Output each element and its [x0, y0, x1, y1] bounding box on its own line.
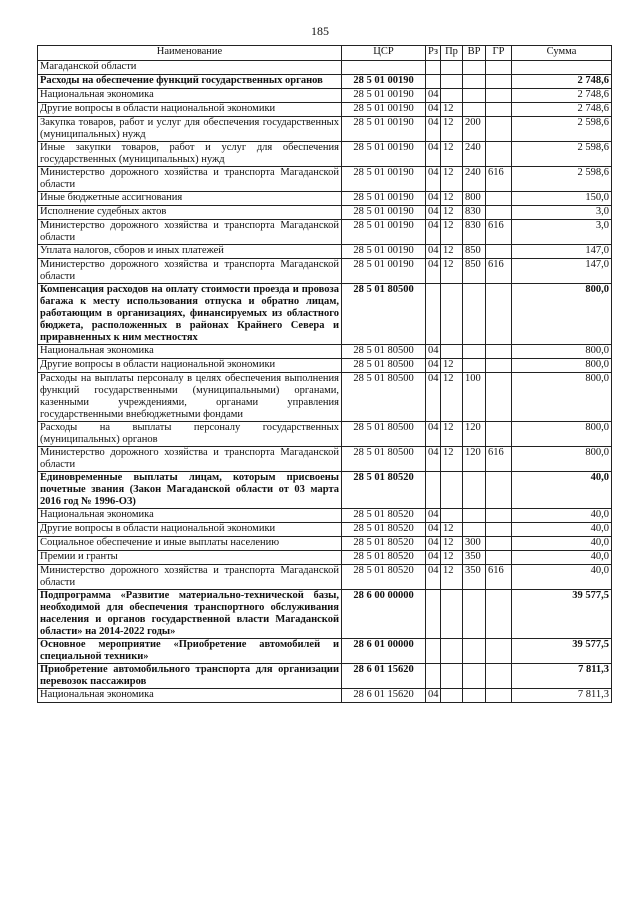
row-sum: 3,0 — [512, 220, 612, 245]
row-gr — [486, 142, 512, 167]
row-csr: 28 5 01 80520 — [342, 565, 426, 590]
row-name: Другие вопросы в области национальной экономики — [38, 359, 342, 373]
row-gr — [486, 551, 512, 565]
row-gr — [486, 284, 512, 345]
row-csr: 28 5 01 00190 — [342, 75, 426, 89]
row-csr: 28 6 00 00000 — [342, 590, 426, 639]
table-row — [38, 472, 612, 509]
row-sum: 800,0 — [512, 284, 612, 345]
row-rz: 04 — [426, 447, 441, 472]
row-pr: 12 — [441, 447, 463, 472]
row-gr — [486, 245, 512, 259]
row-csr: 28 6 01 00000 — [342, 639, 426, 664]
row-sum: 2 748,6 — [512, 103, 612, 117]
row-gr — [486, 639, 512, 664]
row-pr — [441, 345, 463, 359]
row-gr — [486, 359, 512, 373]
row-sum: 7 811,3 — [512, 664, 612, 689]
row-csr: 28 5 01 80500 — [342, 345, 426, 359]
row-name: Расходы на выплаты персоналу государственных (муниципальных) органов — [38, 422, 342, 447]
table-row — [38, 259, 612, 284]
row-gr — [486, 509, 512, 523]
row-rz: 04 — [426, 565, 441, 590]
row-vr: 850 — [463, 259, 486, 284]
row-pr: 12 — [441, 373, 463, 422]
cell-empty — [441, 61, 463, 75]
col-pr-header: Пр — [441, 46, 463, 61]
row-rz: 04 — [426, 689, 441, 703]
row-vr — [463, 359, 486, 373]
row-rz: 04 — [426, 509, 441, 523]
col-gr-header: ГР — [486, 46, 512, 61]
row-sum: 2 598,6 — [512, 117, 612, 142]
row-pr: 12 — [441, 245, 463, 259]
row-csr: 28 5 01 80500 — [342, 373, 426, 422]
row-csr: 28 5 01 80520 — [342, 551, 426, 565]
row-sum: 800,0 — [512, 359, 612, 373]
row-csr: 28 5 01 00190 — [342, 192, 426, 206]
row-rz: 04 — [426, 220, 441, 245]
row-name: Основное мероприятие «Приобретение автомобилей и специальной техники» — [38, 639, 342, 664]
row-rz: 04 — [426, 245, 441, 259]
row-gr — [486, 75, 512, 89]
row-vr: 240 — [463, 167, 486, 192]
col-vr-header: ВР — [463, 46, 486, 61]
row-pr: 12 — [441, 192, 463, 206]
row-vr — [463, 89, 486, 103]
row-sum: 40,0 — [512, 551, 612, 565]
row-name: Компенсация расходов на оплату стоимости проезда и провоза багажа к месту использования отпуска и обратно лицам, работающим в организациях, финансируемых из областного бюджета, расположенных в районах Крайнего Севера и приравненных к ним местностях — [38, 284, 342, 345]
row-sum: 800,0 — [512, 447, 612, 472]
row-vr — [463, 345, 486, 359]
row-name: Иные закупки товаров, работ и услуг для обеспечения государственных (муниципальных) нужд — [38, 142, 342, 167]
row-csr: 28 5 01 00190 — [342, 259, 426, 284]
row-gr — [486, 689, 512, 703]
row-gr — [486, 103, 512, 117]
row-pr — [441, 689, 463, 703]
row-rz: 04 — [426, 192, 441, 206]
row-name: Единовременные выплаты лицам, которым присвоены почетные звания (Закон Магаданской области от 03 марта 2016 год № 1996-ОЗ) — [38, 472, 342, 509]
continuation-text: Магаданской области — [38, 61, 342, 75]
table-row — [38, 565, 612, 590]
row-sum: 40,0 — [512, 565, 612, 590]
row-name: Социальное обеспечение и иные выплаты населению — [38, 537, 342, 551]
row-vr — [463, 509, 486, 523]
row-name: Другие вопросы в области национальной экономики — [38, 103, 342, 117]
table-body — [38, 61, 612, 703]
row-pr: 12 — [441, 537, 463, 551]
row-rz: 04 — [426, 142, 441, 167]
row-sum: 3,0 — [512, 206, 612, 220]
row-pr: 12 — [441, 142, 463, 167]
table-row — [38, 447, 612, 472]
row-name: Министерство дорожного хозяйства и транспорта Магаданской области — [38, 447, 342, 472]
row-csr: 28 5 01 00190 — [342, 89, 426, 103]
row-csr: 28 5 01 80500 — [342, 422, 426, 447]
table-row — [38, 103, 612, 117]
row-csr: 28 5 01 00190 — [342, 142, 426, 167]
table-row — [38, 284, 612, 345]
row-name: Министерство дорожного хозяйства и транспорта Магаданской области — [38, 259, 342, 284]
table-row — [38, 689, 612, 703]
row-sum: 40,0 — [512, 523, 612, 537]
row-rz: 04 — [426, 523, 441, 537]
row-rz — [426, 284, 441, 345]
table-row — [38, 89, 612, 103]
row-sum: 800,0 — [512, 345, 612, 359]
row-rz: 04 — [426, 373, 441, 422]
col-rz-header: Рз — [426, 46, 441, 61]
table-row — [38, 359, 612, 373]
row-pr — [441, 472, 463, 509]
row-pr — [441, 639, 463, 664]
row-gr — [486, 472, 512, 509]
row-sum: 800,0 — [512, 373, 612, 422]
row-pr — [441, 590, 463, 639]
page-number: 185 — [311, 24, 329, 38]
row-rz: 04 — [426, 359, 441, 373]
row-vr — [463, 284, 486, 345]
budget-table — [37, 45, 612, 703]
table-row — [38, 509, 612, 523]
col-csr-header: ЦСР — [342, 46, 426, 61]
row-rz — [426, 664, 441, 689]
row-gr: 616 — [486, 447, 512, 472]
row-pr: 12 — [441, 103, 463, 117]
row-pr: 12 — [441, 167, 463, 192]
col-sum-header: Сумма — [512, 46, 612, 61]
row-rz — [426, 639, 441, 664]
row-vr — [463, 639, 486, 664]
row-csr: 28 5 01 80520 — [342, 472, 426, 509]
header-row — [38, 46, 612, 61]
row-gr — [486, 664, 512, 689]
row-vr: 830 — [463, 220, 486, 245]
row-name: Национальная экономика — [38, 509, 342, 523]
row-sum: 147,0 — [512, 245, 612, 259]
table-row — [38, 192, 612, 206]
row-name: Подпрограмма «Развитие материально-технической базы, необходимой для обеспечения транспортного обслуживания населения и органов государственной власти Магаданской области» на 2014-2022 годы» — [38, 590, 342, 639]
row-name: Иные бюджетные ассигнования — [38, 192, 342, 206]
row-gr — [486, 422, 512, 447]
row-gr: 616 — [486, 220, 512, 245]
row-name: Приобретение автомобильного транспорта для организации перевозок пассажиров — [38, 664, 342, 689]
row-vr: 120 — [463, 422, 486, 447]
row-sum: 150,0 — [512, 192, 612, 206]
row-name: Министерство дорожного хозяйства и транспорта Магаданской области — [38, 167, 342, 192]
row-pr: 12 — [441, 565, 463, 590]
row-rz — [426, 472, 441, 509]
row-name: Национальная экономика — [38, 345, 342, 359]
row-name: Другие вопросы в области национальной экономики — [38, 523, 342, 537]
row-pr: 12 — [441, 220, 463, 245]
row-rz: 04 — [426, 551, 441, 565]
row-sum: 147,0 — [512, 259, 612, 284]
row-vr — [463, 75, 486, 89]
row-rz: 04 — [426, 259, 441, 284]
row-pr — [441, 75, 463, 89]
row-csr: 28 5 01 00190 — [342, 117, 426, 142]
row-vr: 350 — [463, 565, 486, 590]
row-vr — [463, 689, 486, 703]
table-row — [38, 142, 612, 167]
row-name: Премии и гранты — [38, 551, 342, 565]
row-gr — [486, 117, 512, 142]
row-sum: 800,0 — [512, 422, 612, 447]
row-rz: 04 — [426, 167, 441, 192]
row-vr — [463, 103, 486, 117]
row-rz: 04 — [426, 117, 441, 142]
row-name: Уплата налогов, сборов и иных платежей — [38, 245, 342, 259]
row-sum: 2 748,6 — [512, 75, 612, 89]
table-row — [38, 117, 612, 142]
cell-empty — [512, 61, 612, 75]
row-rz: 04 — [426, 103, 441, 117]
row-sum: 2 598,6 — [512, 167, 612, 192]
table-row — [38, 167, 612, 192]
row-sum: 39 577,5 — [512, 590, 612, 639]
row-vr: 800 — [463, 192, 486, 206]
row-rz — [426, 75, 441, 89]
row-csr: 28 6 01 15620 — [342, 664, 426, 689]
table-row — [38, 590, 612, 639]
table-row — [38, 523, 612, 537]
cell-empty — [486, 61, 512, 75]
row-pr: 12 — [441, 523, 463, 537]
row-name: Национальная экономика — [38, 689, 342, 703]
table-row — [38, 373, 612, 422]
row-pr: 12 — [441, 117, 463, 142]
table-row — [38, 75, 612, 89]
row-csr: 28 5 01 00190 — [342, 220, 426, 245]
row-pr: 12 — [441, 259, 463, 284]
row-rz: 04 — [426, 422, 441, 447]
table-row — [38, 220, 612, 245]
row-name: Исполнение судебных актов — [38, 206, 342, 220]
row-gr — [486, 523, 512, 537]
table-row — [38, 206, 612, 220]
table-row — [38, 639, 612, 664]
row-sum: 2 598,6 — [512, 142, 612, 167]
row-gr: 616 — [486, 167, 512, 192]
row-gr — [486, 89, 512, 103]
table-row — [38, 551, 612, 565]
row-name: Расходы на обеспечение функций государственных органов — [38, 75, 342, 89]
row-csr: 28 5 01 80500 — [342, 359, 426, 373]
row-sum: 40,0 — [512, 472, 612, 509]
row-sum: 39 577,5 — [512, 639, 612, 664]
row-rz: 04 — [426, 537, 441, 551]
row-csr: 28 5 01 80520 — [342, 523, 426, 537]
row-name: Министерство дорожного хозяйства и транспорта Магаданской области — [38, 220, 342, 245]
row-pr: 12 — [441, 359, 463, 373]
row-sum: 40,0 — [512, 537, 612, 551]
row-name: Расходы на выплаты персоналу в целях обеспечения выполнения функций государственными (муниципальными) органами, казенными учреждениями, органами управления государственными внебюджетными фондами — [38, 373, 342, 422]
row-sum: 40,0 — [512, 509, 612, 523]
row-vr — [463, 664, 486, 689]
continuation-row — [38, 61, 612, 75]
row-pr — [441, 664, 463, 689]
row-gr — [486, 373, 512, 422]
table-row — [38, 345, 612, 359]
row-pr: 12 — [441, 206, 463, 220]
row-csr: 28 5 01 00190 — [342, 167, 426, 192]
row-rz: 04 — [426, 206, 441, 220]
row-sum: 7 811,3 — [512, 689, 612, 703]
row-gr — [486, 206, 512, 220]
row-gr — [486, 537, 512, 551]
row-vr: 240 — [463, 142, 486, 167]
row-vr: 200 — [463, 117, 486, 142]
row-pr — [441, 509, 463, 523]
row-name: Национальная экономика — [38, 89, 342, 103]
row-vr: 300 — [463, 537, 486, 551]
row-name: Министерство дорожного хозяйства и транспорта Магаданской области — [38, 565, 342, 590]
row-pr — [441, 284, 463, 345]
table-row — [38, 422, 612, 447]
row-vr: 100 — [463, 373, 486, 422]
row-csr: 28 5 01 00190 — [342, 206, 426, 220]
col-name-header: Наименование — [38, 46, 342, 61]
row-gr — [486, 590, 512, 639]
table-row — [38, 537, 612, 551]
table-row — [38, 245, 612, 259]
cell-empty — [463, 61, 486, 75]
row-vr: 850 — [463, 245, 486, 259]
row-csr: 28 5 01 80500 — [342, 284, 426, 345]
row-csr: 28 6 01 15620 — [342, 689, 426, 703]
row-vr — [463, 523, 486, 537]
row-csr: 28 5 01 00190 — [342, 103, 426, 117]
row-gr — [486, 345, 512, 359]
row-rz — [426, 590, 441, 639]
row-name: Закупка товаров, работ и услуг для обеспечения государственных (муниципальных) нужд — [38, 117, 342, 142]
row-vr: 350 — [463, 551, 486, 565]
row-gr — [486, 192, 512, 206]
row-vr — [463, 590, 486, 639]
row-vr: 120 — [463, 447, 486, 472]
row-sum: 2 748,6 — [512, 89, 612, 103]
row-pr: 12 — [441, 422, 463, 447]
row-pr: 12 — [441, 551, 463, 565]
cell-empty — [426, 61, 441, 75]
row-csr: 28 5 01 80500 — [342, 447, 426, 472]
row-pr — [441, 89, 463, 103]
row-gr: 616 — [486, 565, 512, 590]
row-csr: 28 5 01 00190 — [342, 245, 426, 259]
row-csr: 28 5 01 80520 — [342, 537, 426, 551]
row-rz: 04 — [426, 89, 441, 103]
row-gr: 616 — [486, 259, 512, 284]
table-row — [38, 664, 612, 689]
cell-empty — [342, 61, 426, 75]
row-csr: 28 5 01 80520 — [342, 509, 426, 523]
row-rz: 04 — [426, 345, 441, 359]
row-vr — [463, 472, 486, 509]
row-vr: 830 — [463, 206, 486, 220]
